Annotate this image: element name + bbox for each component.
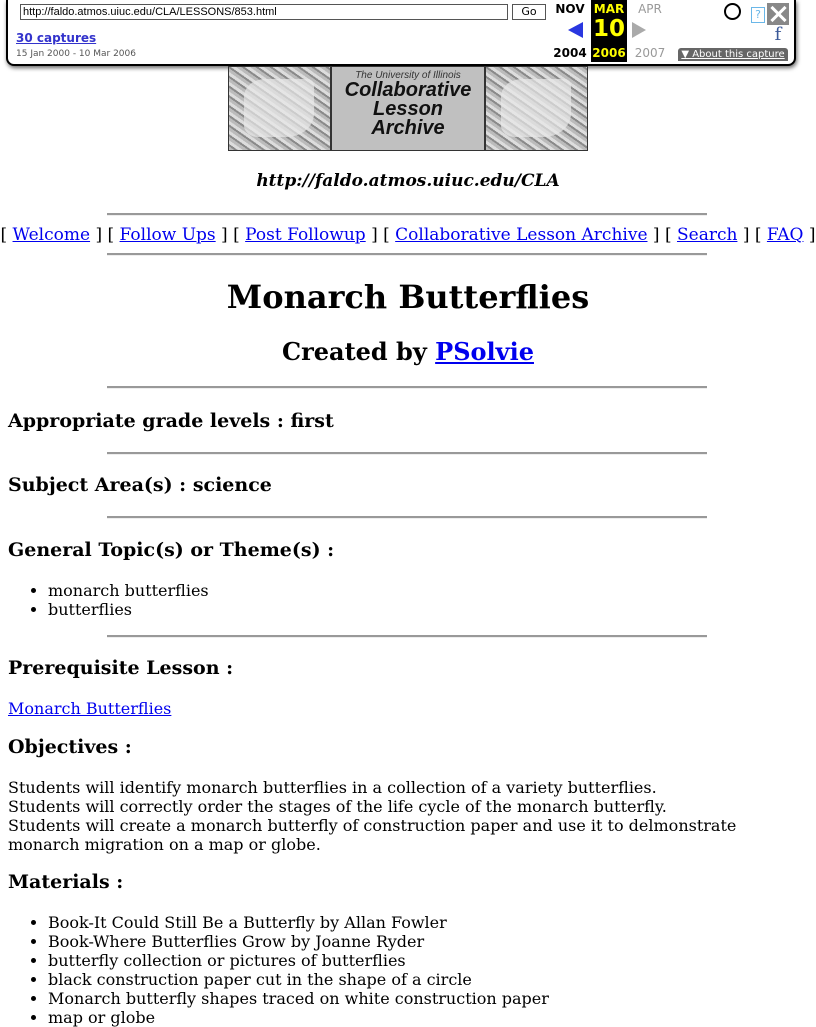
current-year: 2006 [592,46,626,60]
list-item: • Book-Where Butterflies Grow by Joanne Ryder [48,932,549,951]
next-capture [629,0,671,62]
banner-title-line3: Archive [371,117,445,139]
objectives-heading: Objectives : [8,736,132,758]
current-capture [591,0,627,62]
list-item: • butterfly collection or pictures of butterflies [48,951,549,970]
facebook-icon[interactable]: f [774,24,782,45]
wayback-url-input[interactable] [20,4,508,20]
drawing-hands-image-right [486,67,587,150]
divider [107,516,707,519]
nav-post-followup[interactable]: Post Followup [245,225,366,245]
materials-heading: Materials : [8,871,124,893]
objective: Students will identify monarch butterflies in a collection of a variety butterflies. [8,778,657,797]
prerequisite-lesson-link[interactable]: Monarch Butterflies [8,699,172,718]
wayback-toolbar [6,0,796,66]
close-icon[interactable] [767,3,789,25]
current-day: 10 [592,16,625,42]
topics-heading: General Topic(s) or Theme(s) : [8,539,335,561]
next-year: 2007 [634,46,666,60]
nav-collaborative-lesson-archive[interactable]: Collaborative Lesson Archive [395,225,648,245]
materials-list [8,913,549,1027]
previous-capture[interactable] [549,0,591,62]
nav-search[interactable]: Search [676,225,738,245]
list-item: • butterflies [48,600,209,619]
current-month: MAR [593,2,625,16]
subject-areas-heading: Subject Area(s) : science [8,474,272,496]
prev-month[interactable]: NOV [555,2,585,16]
banner-subtitle: The University of Illinois [355,70,461,81]
objectives-text [8,778,768,854]
prev-year[interactable]: 2004 [553,46,587,60]
created-by-prefix: Created by [282,337,436,366]
divider [107,386,707,389]
captures-link[interactable]: 30 captures [16,31,97,45]
divider [107,253,707,256]
list-item: • Book-It Could Still Be a Butterfly by Allan Fowler [48,913,549,932]
author-link[interactable]: PSolvie [435,337,534,366]
topics-list [8,581,209,619]
site-url: http://faldo.atmos.uiuc.edu/CLA [256,171,560,191]
prev-arrow-icon[interactable] [568,22,583,38]
created-by [0,337,816,366]
prerequisite-heading: Prerequisite Lesson : [8,657,234,679]
divider [107,635,707,638]
list-item: • black construction paper cut in the shape of a circle [48,970,549,989]
list-item: • Monarch butterfly shapes traced on white construction paper [48,989,549,1008]
objective: Students will create a monarch butterfly of construction paper and use it to delmonstrate monarch migration on a map or globe. [8,816,737,854]
nav-welcome[interactable]: Welcome [12,225,91,245]
list-item: • monarch butterflies [48,581,209,600]
nav-follow-ups[interactable]: Follow Ups [119,225,216,245]
drawing-hands-image-left [229,67,330,150]
divider [107,452,707,455]
go-button[interactable]: Go [512,4,546,20]
list-item: • map or globe [48,1008,549,1027]
nav-bar: [ Welcome ] [ Follow Ups ] [ Post Followup ] [ Collaborative Lesson Archive ] [ Search ] [ FAQ ] [0,225,816,245]
loading-circle-icon [724,3,741,20]
divider [107,213,707,216]
banner-title-line1: Collaborative [344,79,472,101]
grade-levels-heading: Appropriate grade levels : first [8,410,334,432]
next-month: APR [638,2,662,16]
page-title: Monarch Butterflies [226,278,590,316]
about-capture-button[interactable]: ▼ About this capture [678,48,788,61]
capture-date-range: 15 Jan 2000 - 10 Mar 2006 [16,49,136,59]
banner-text-panel [330,67,486,150]
next-arrow-icon [632,22,646,38]
banner-title-line2: Lesson [372,98,444,120]
help-icon[interactable]: ? [751,7,765,23]
nav-faq[interactable]: FAQ [766,225,804,245]
cla-banner [228,66,588,151]
objective: Students will correctly order the stages of the life cycle of the monarch butterfly. [8,797,667,816]
